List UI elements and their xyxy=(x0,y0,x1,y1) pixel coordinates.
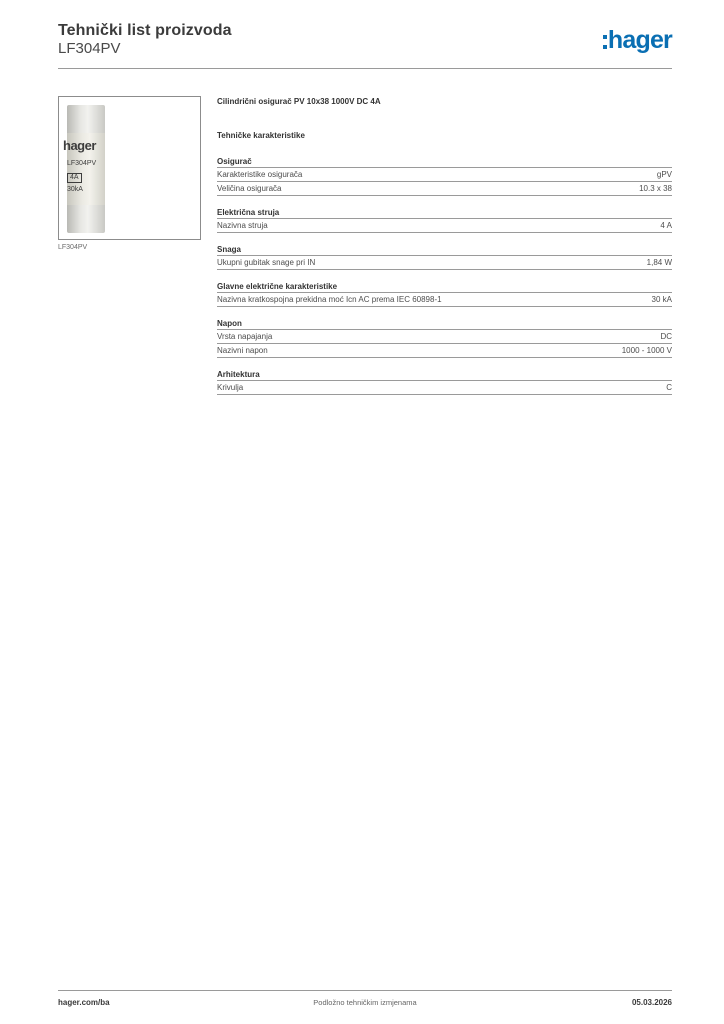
page-footer xyxy=(58,998,672,1010)
fuse-breaking-print: 30kA xyxy=(67,186,83,193)
spec-label: Ukupni gubitak snage pri IN xyxy=(217,258,316,267)
page-header xyxy=(58,20,672,70)
spec-value: DC xyxy=(660,332,672,341)
logo-mark-icon xyxy=(603,35,607,49)
spec-value: gPV xyxy=(656,170,672,179)
section-title: Arhitektura xyxy=(217,369,672,381)
spec-row xyxy=(217,219,672,233)
spec-section xyxy=(217,281,672,307)
spec-row xyxy=(217,344,672,358)
spec-value: 4 A xyxy=(660,221,672,230)
section-title: Osigurač xyxy=(217,156,672,168)
fuse-brand-print: hager xyxy=(63,138,96,153)
section-title: Napon xyxy=(217,318,672,330)
spec-row xyxy=(217,256,672,270)
spec-row xyxy=(217,168,672,182)
spec-label: Karakteristike osigurača xyxy=(217,170,303,179)
spec-row xyxy=(217,182,672,196)
spec-section xyxy=(217,369,672,395)
spec-label: Veličina osigurača xyxy=(217,184,282,193)
spec-label: Nazivna struja xyxy=(217,221,268,230)
footer-notice: Podložno tehničkim izmjenama xyxy=(313,998,417,1007)
spec-section xyxy=(217,244,672,270)
section-title: Glavne električne karakteristike xyxy=(217,281,672,293)
spec-section xyxy=(217,207,672,233)
spec-section xyxy=(217,156,672,196)
footer-divider xyxy=(58,990,672,991)
spec-label: Nazivni napon xyxy=(217,346,268,355)
footer-date: 05.03.2026 xyxy=(631,998,672,1007)
spec-label: Nazivna kratkospojna prekidna moć Icn AC prema IEC 60898-1 xyxy=(217,295,442,304)
hager-logo xyxy=(603,26,672,54)
fuse-rating-print: 4A xyxy=(67,173,82,183)
spec-value: 1,84 W xyxy=(646,258,672,267)
spec-row xyxy=(217,381,672,395)
product-photo xyxy=(58,96,201,240)
fuse-image xyxy=(63,105,105,233)
spec-content xyxy=(217,96,672,395)
spec-label: Vrsta napajanja xyxy=(217,332,273,341)
spec-row xyxy=(217,293,672,307)
section-title: Snaga xyxy=(217,244,672,256)
spec-value: 1000 - 1000 V xyxy=(621,346,672,355)
footer-website[interactable]: hager.com/ba xyxy=(58,998,110,1007)
section-title: Električna struja xyxy=(217,207,672,219)
logo-text: hager xyxy=(607,26,672,54)
product-reference: LF304PV xyxy=(58,40,121,57)
fuse-ref-print: LF304PV xyxy=(67,160,97,167)
header-divider xyxy=(58,68,672,69)
document-title: Tehnički list proizvoda xyxy=(58,22,232,39)
spec-value: 30 kA xyxy=(651,295,672,304)
spec-label: Krivulja xyxy=(217,383,244,392)
spec-value: 10.3 x 38 xyxy=(639,184,672,193)
spec-sections xyxy=(217,156,672,395)
spec-section xyxy=(217,318,672,358)
characteristics-heading: Tehničke karakteristike xyxy=(217,131,305,140)
photo-caption: LF304PV xyxy=(58,244,88,251)
spec-row xyxy=(217,330,672,344)
product-name: Cilindrični osigurač PV 10x38 1000V DC 4A xyxy=(217,97,381,106)
spec-value: C xyxy=(666,383,672,392)
